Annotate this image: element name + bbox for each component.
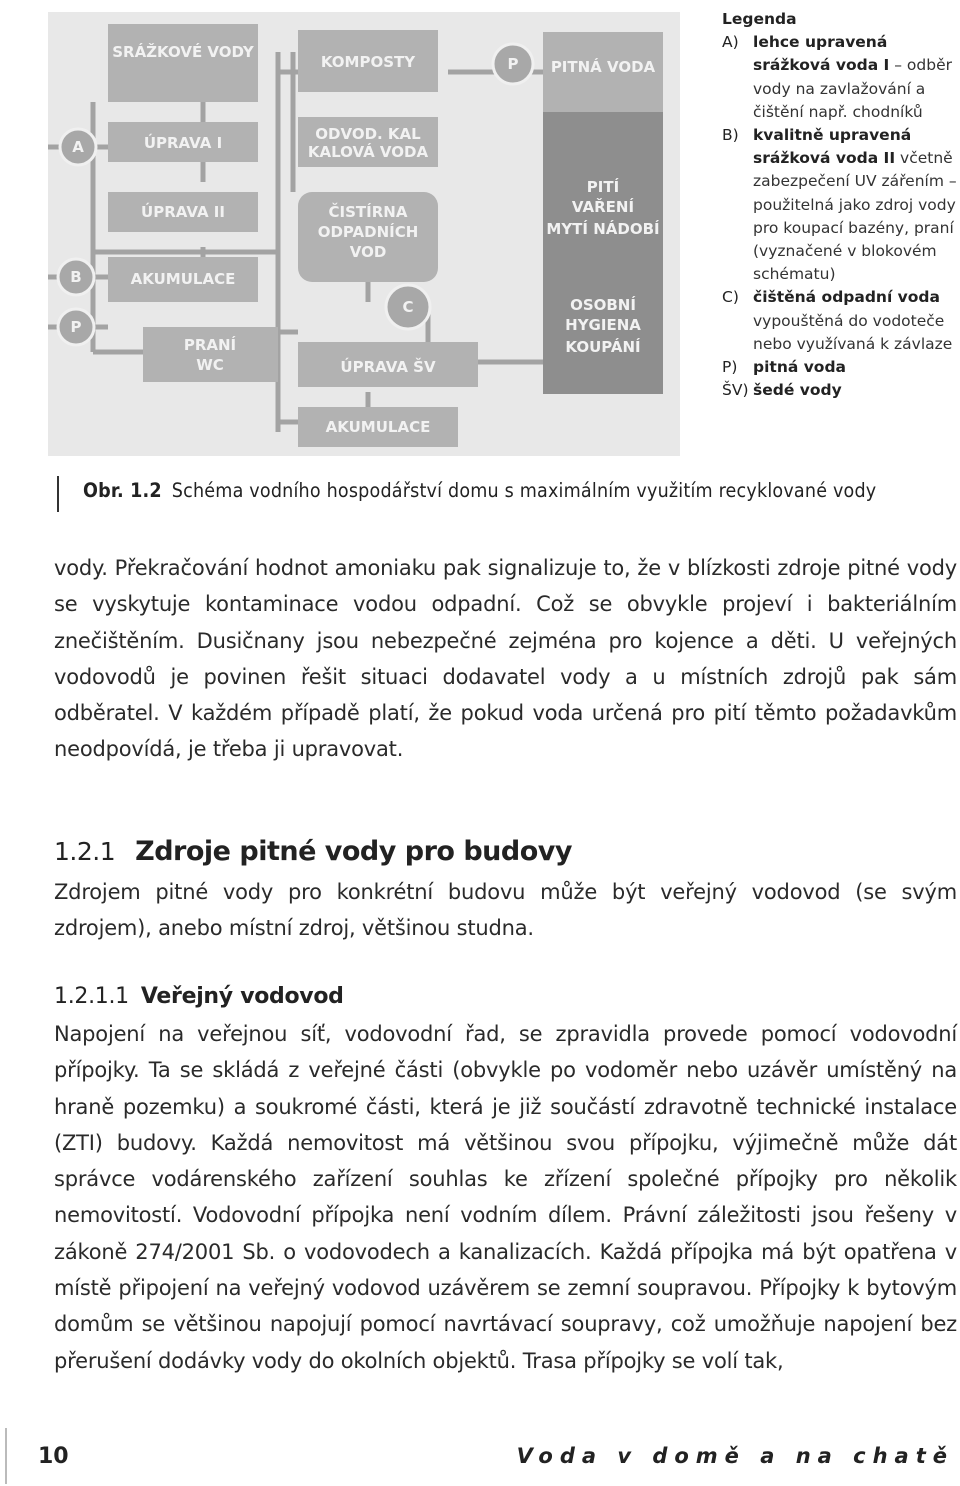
box-kalova-voda: KALOVÁ VODA: [307, 143, 429, 161]
legend-key: ŠV): [722, 381, 749, 400]
subsection-number: 1.2.1.1: [54, 984, 129, 1009]
box-piti: PITÍ: [586, 178, 620, 196]
footer-divider: [5, 1428, 7, 1484]
box-uprava-ii: ÚPRAVA II: [141, 203, 225, 221]
legend-item: [722, 379, 958, 402]
box-pitna-voda: PITNÁ VODA: [550, 58, 656, 76]
box-vareni: VAŘENÍ: [571, 198, 635, 216]
diagram-legend: [722, 8, 958, 402]
marker-p-top-label: P: [507, 55, 519, 73]
box-prani: PRANÍ: [183, 336, 237, 354]
box-komposty: KOMPOSTY: [320, 53, 416, 71]
box-hygiena: HYGIENA: [565, 316, 641, 334]
legend-term: lehce upravená srážková voda I: [753, 33, 890, 75]
legend-term: čištěná odpadní voda: [753, 288, 940, 307]
running-title: Voda v domě a na chatě: [516, 1444, 954, 1468]
legend-item: [722, 124, 958, 286]
legend-term: šedé vody: [753, 381, 842, 400]
box-osobni: OSOBNÍ: [570, 296, 636, 314]
body-paragraph: vody. Překračování hodnot amoniaku pak signalizuje to, že v blízkosti zdroje pitné vody se vyskytuje kontaminace vodou odpadní. Což se obvykle projeví i bakteriálním znečištěním. Dusičnany jsou nebezpečné zejména pro kojence a děti. U veřejných vodovodů je povinen řešit situaci dodavatel vody a u místních zdrojů pak sám odběratel. V každém případě platí, že pokud voda určená pro pití těmto požadavkům neodpovídá, je třeba ji upravovat.: [54, 556, 957, 762]
legend-term: pitná voda: [753, 358, 847, 377]
body-paragraph: Zdrojem pitné vody pro konkrétní budovu může být veřejný vodovod (se svým zdrojem), anebo místní zdroj, většinou studna.: [54, 880, 957, 941]
marker-p-label: P: [70, 318, 82, 336]
water-management-diagram: [48, 12, 680, 456]
box-wc: WC: [196, 356, 224, 374]
marker-b-label: B: [70, 268, 82, 286]
box-uprava-i: ÚPRAVA I: [143, 134, 223, 152]
box-akumulace-left: AKUMULACE: [130, 270, 236, 288]
legend-key: A): [722, 33, 739, 52]
body-paragraph: Napojení na veřejnou síť, vodovodní řad, se zpravidla provede pomocí vodovodní přípojky. Ta se skládá z veřejné části (obvykle po vodoměr nebo uzávěr umístěný na hraně pozemku) a soukromé části, která je již součástí zdravotně technické instalace (ZTI) budovy. Každá nemovitost má většinou svou přípojku, výjimečně může dát správce vodárenského zařízení souhlas ke zřízení společné přípojky pro několik nemovitostí. Vodovodní přípojka není vodním dílem. Právní záležitosti jsou řešeny v zákoně 274/2001 Sb. o vodovodech a kanalizacích. Každá přípojka má být opatřena v místě připojení na veřejný vodovod uzávěrem se zemní soupravou. Přípojky k bytovým domům se většinou napojují pomocí navrtávací soupravy, což umožňuje napojení bez přerušení dodávky vody do okolních objektů. Trasa přípojky se volí tak,: [54, 1022, 957, 1373]
legend-title: Legenda: [722, 10, 797, 28]
marker-c-label: C: [402, 298, 414, 316]
subsection-heading: [54, 984, 344, 1009]
figure-caption: [57, 476, 876, 512]
legend-item: [722, 356, 958, 379]
section-heading: [54, 836, 572, 867]
legend-item: [722, 31, 958, 124]
section-number: 1.2.1: [54, 837, 116, 866]
box-srazkove-vody: SRÁŽKOVÉ VODY: [112, 43, 254, 61]
legend-key: P): [722, 358, 738, 377]
box-odvod-kal: ODVOD. KAL: [315, 125, 421, 143]
figure-number: Obr. 1.2: [83, 479, 162, 502]
box-myti-nadobi: MYTÍ NÁDOBÍ: [546, 220, 660, 238]
page-number: 10: [38, 1444, 69, 1469]
legend-term: kvalitně upravená srážková voda II: [753, 126, 912, 168]
legend-item: [722, 286, 958, 356]
legend-desc: vypouštěná do vodoteče nebo využívaná k závlaze: [753, 311, 953, 353]
legend-desc: – odběr vody na zavlažování a čištění např. chodníků: [753, 56, 953, 121]
legend-key: C): [722, 288, 739, 307]
figure-caption-text: Schéma vodního hospodářství domu s maximálním využitím recyklované vody: [171, 479, 877, 502]
legend-desc: včetně zabezpečení UV zářením – použitelná jako zdroj vody pro koupací bazény, praní (vyznačené v blokovém schématu): [753, 149, 957, 284]
box-vod: VOD: [349, 243, 387, 261]
legend-key: B): [722, 126, 739, 145]
box-uprava-sv: ÚPRAVA ŠV: [340, 358, 436, 376]
box-odpadnich: ODPADNÍCH: [317, 223, 419, 241]
marker-a-label: A: [72, 138, 84, 156]
section-title: Zdroje pitné vody pro budovy: [135, 836, 572, 867]
box-akumulace-bottom: AKUMULACE: [325, 418, 431, 436]
subsection-title: Veřejný vodovod: [140, 984, 344, 1009]
box-cistirna: ČISTÍRNA: [328, 203, 408, 221]
box-koupani: KOUPÁNÍ: [565, 338, 641, 356]
